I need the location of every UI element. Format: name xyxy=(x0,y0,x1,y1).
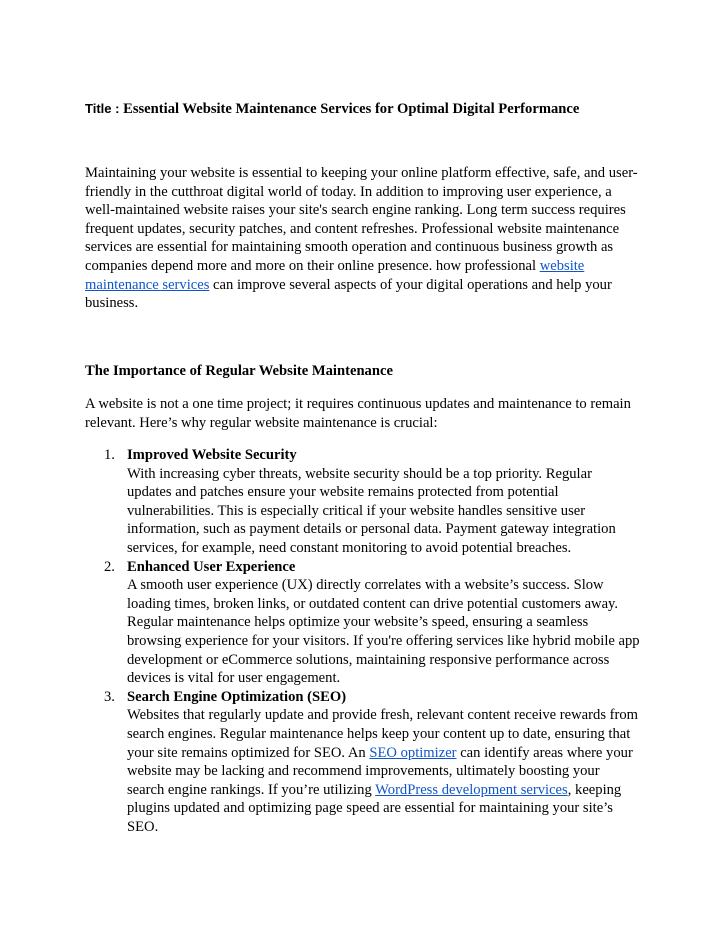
list-item-title: Improved Website Security xyxy=(127,447,297,463)
list-item-number: 3. xyxy=(104,688,115,705)
title-text: Essential Website Maintenance Services for Optimal Digital Performance xyxy=(123,101,580,117)
section-lead-paragraph: A website is not a one time project; it requires continuous updates and maintenance to remain relevant. Here’s why regular website maintenance is crucial: xyxy=(85,396,631,431)
list-item-body: A smooth user experience (UX) directly correlates with a website’s success. Slow loading times, broken links, or outdated content can drive potential customers away. Regular maintenance helps optimize your website’s speed, ensuring a seamless browsing experience for your visitors. If you're offering services like hybrid mobile app development or eCommerce solutions, maintaining responsive performance across devices is vital for user engagement. xyxy=(127,577,640,687)
list-item xyxy=(85,558,640,688)
document-title xyxy=(85,99,645,119)
intro-text-before-link: Maintaining your website is essential to keeping your online platform effective, safe, and user-friendly in the cutthroat digital world of today. In addition to improving user experience, a well-maintained website raises your site's search engine ranking. Long term success requires frequent updates, security patches, and content refreshes. Professional website maintenance services are essential for maintaining smooth operation and continuous business growth as companies depend more and more on their online presence. how professional xyxy=(85,165,638,274)
list-item-number: 2. xyxy=(104,558,115,575)
seo-body-part-1: Websites that regularly update and provide fresh, relevant content receive rewards from search engines. Regular maintenance helps keep your content up to date, ensuring that your site remains optimized for SEO. An xyxy=(127,707,639,761)
list-item-body xyxy=(127,706,640,836)
list-item-title: Search Engine Optimization (SEO) xyxy=(127,688,347,705)
seo-optimizer-link[interactable]: SEO optimizer xyxy=(369,744,457,761)
maintenance-reasons-list xyxy=(85,446,640,836)
seo-body-part-3: , keeping plugins updated and optimizing page speed are essential for maintaining your site’s SEO. xyxy=(127,781,622,835)
wordpress-development-services-link[interactable]: WordPress development services xyxy=(375,781,568,798)
website-maintenance-services-link[interactable]: website maintenance services xyxy=(85,257,585,293)
intro-paragraph xyxy=(85,164,640,313)
list-item-title: Enhanced User Experience xyxy=(127,558,296,575)
list-item xyxy=(85,688,640,837)
title-prefix: Title : xyxy=(85,101,120,116)
list-item xyxy=(85,446,640,558)
intro-text-after-link: can improve several aspects of your digital operations and help your business. xyxy=(85,276,612,312)
section-heading: The Importance of Regular Website Maintenance xyxy=(85,363,393,379)
seo-body-part-2: can identify areas where your website may be lacking and recommend improvements, ultimately boosting your search engine rankings. If you’re utilizing xyxy=(127,744,633,798)
list-item-number: 1. xyxy=(104,447,115,463)
list-item-body: With increasing cyber threats, website security should be a top priority. Regular updates and patches ensure your website remains protected from potential vulnerabilities. This is especially critical if your website handles sensitive user information, such as payment details or personal data. Payment gateway integration services, for example, need constant monitoring to avoid potential breaches. xyxy=(127,465,616,556)
